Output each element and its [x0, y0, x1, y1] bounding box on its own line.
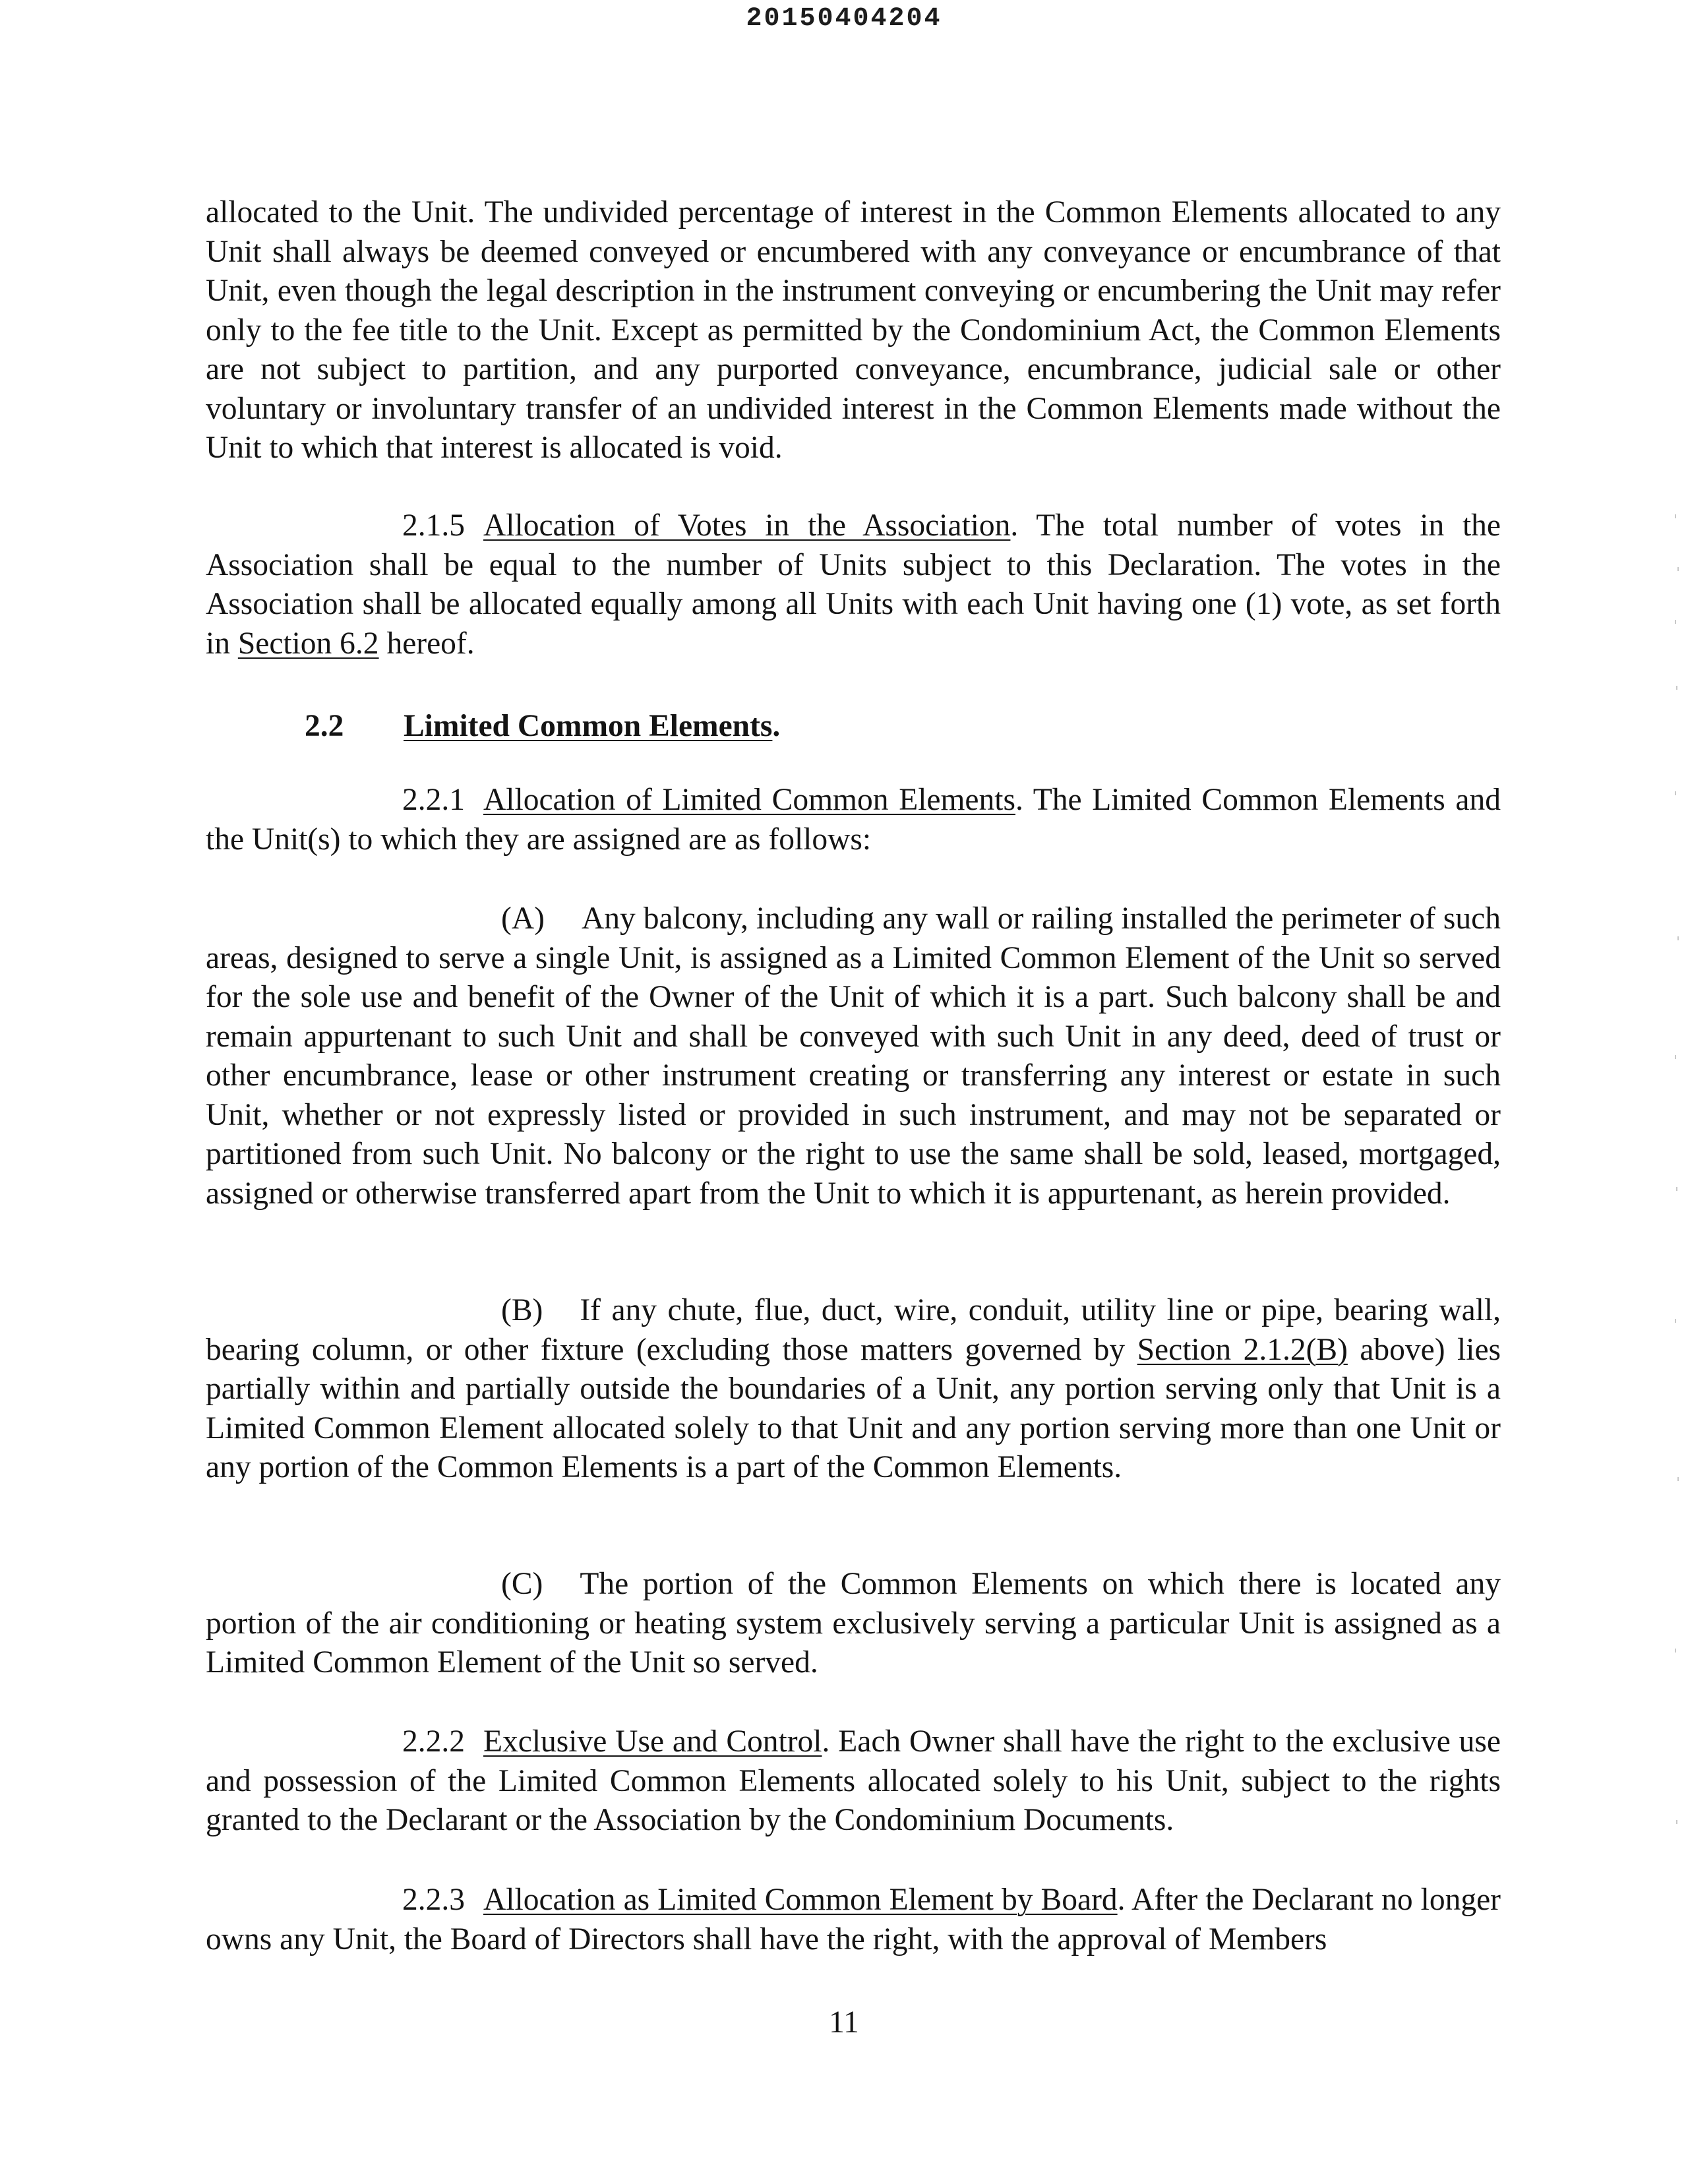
- scan-mark: [1676, 686, 1677, 690]
- section-2-2-2: [206, 1722, 1501, 1840]
- section-text: . The total number of votes in the Association shall be equal to the number of Units subject to this Declaration. The votes in the Association shall be allocated equally among all Units with each Unit having one (1) vote, as set forth in: [206, 508, 1501, 661]
- scan-mark: [1677, 936, 1679, 940]
- heading-number: 2.2: [305, 709, 344, 743]
- scan-mark: [1677, 567, 1679, 571]
- subsection-label: (C): [501, 1567, 543, 1601]
- scan-mark: [1675, 620, 1676, 624]
- section-number: 2.2.1: [402, 783, 465, 817]
- section-2-2-3: [206, 1881, 1501, 1959]
- subsection-a: [206, 899, 1501, 1213]
- heading-title: Limited Common Elements: [404, 709, 773, 743]
- section-number: 2.2.3: [402, 1883, 465, 1917]
- section-reference: Section 2.1.2(B): [1137, 1332, 1348, 1367]
- document-number: 20150404204: [746, 4, 942, 34]
- subsection-text-end: above) lies partially within and partially outside the boundaries of a Unit, any portion serving only that Unit is a Limited Common Element allocated solely to that Unit and any portion serving more than one Unit or any portion of the Common Elements is a part of the Common Elements.: [206, 1332, 1501, 1484]
- subsection-b: [206, 1291, 1501, 1488]
- scan-mark: [1676, 1820, 1677, 1824]
- section-number: 2.2.2: [402, 1724, 465, 1759]
- scan-mark: [1676, 1187, 1677, 1191]
- section-text-end: hereof.: [378, 626, 475, 661]
- section-2-1-5: [206, 506, 1501, 663]
- section-title: Allocation as Limited Common Element by Board: [483, 1883, 1118, 1917]
- subsection-label: (A): [501, 901, 545, 936]
- section-text: . After the Declarant no longer owns any Unit, the Board of Directors shall have the right, with the approval of Members: [206, 1883, 1501, 1957]
- scan-mark: [1675, 1055, 1676, 1059]
- scan-mark: [1675, 1649, 1676, 1653]
- section-number: 2.1.5: [402, 508, 465, 543]
- heading-period: .: [772, 709, 781, 743]
- page-number: 11: [829, 2005, 859, 2040]
- section-title: Exclusive Use and Control: [483, 1724, 822, 1759]
- subsection-text: The portion of the Common Elements on which there is located any portion of the air conditioning or heating system exclusively serving a particular Unit is assigned as a Limited Common Element of the Unit so served.: [206, 1567, 1501, 1680]
- section-title: Allocation of Limited Common Elements: [483, 783, 1015, 817]
- scan-mark: [1675, 514, 1676, 518]
- paragraph-continuation: [206, 193, 1501, 468]
- section-reference: Section 6.2: [237, 626, 379, 661]
- section-title: Allocation of Votes in the Association: [483, 508, 1011, 543]
- section-2-2-heading: [305, 708, 780, 744]
- continuation-text: allocated to the Unit. The undivided percentage of interest in the Common Elements allocated to any Unit shall always be deemed conveyed or encumbered with any conveyance or encumbrance of that Unit, even though the legal description in the instrument conveying or encumbering the Unit may refer only to the fee title to the Unit. Except as permitted by the Condominium Act, the Common Elements are not subject to partition, and any purported conveyance, encumbrance, judicial sale or other voluntary or involuntary transfer of an undivided interest in the Common Elements made without the Unit to which that interest is allocated is void.: [206, 195, 1501, 465]
- scan-mark: [1677, 1477, 1679, 1481]
- scan-mark: [1675, 791, 1676, 795]
- subsection-label: (B): [501, 1293, 543, 1327]
- section-text: . Each Owner shall have the right to the exclusive use and possession of the Limited Common Elements allocated solely to his Unit, subject to the rights granted to the Declarant or the Association by the Condominium Documents.: [206, 1724, 1501, 1837]
- subsection-text: If any chute, flue, duct, wire, conduit, utility line or pipe, bearing wall, bearing column, or other fixture (excluding those matters governed by: [206, 1293, 1501, 1367]
- subsection-c: [206, 1565, 1501, 1683]
- section-text: . The Limited Common Elements and the Unit(s) to which they are assigned are as follows:: [206, 783, 1501, 857]
- subsection-text: Any balcony, including any wall or railing installed the perimeter of such areas, designed to serve a single Unit, is assigned as a Limited Common Element of the Unit so served for the sole use and benefit of the Owner of the Unit of which it is a part. Such balcony shall be and remain appurtenant to such Unit and shall be conveyed with such Unit in any deed, deed of trust or other encumbrance, lease or other instrument creating or transferring any interest or estate in such Unit, whether or not expressly listed or provided in such instrument, and may not be separated or partitioned from such Unit. No balcony or the right to use the same shall be sold, leased, mortgaged, assigned or otherwise transferred apart from the Unit to which it is appurtenant, as herein provided.: [206, 901, 1501, 1211]
- section-2-2-1: [206, 781, 1501, 859]
- scan-mark: [1675, 1319, 1676, 1323]
